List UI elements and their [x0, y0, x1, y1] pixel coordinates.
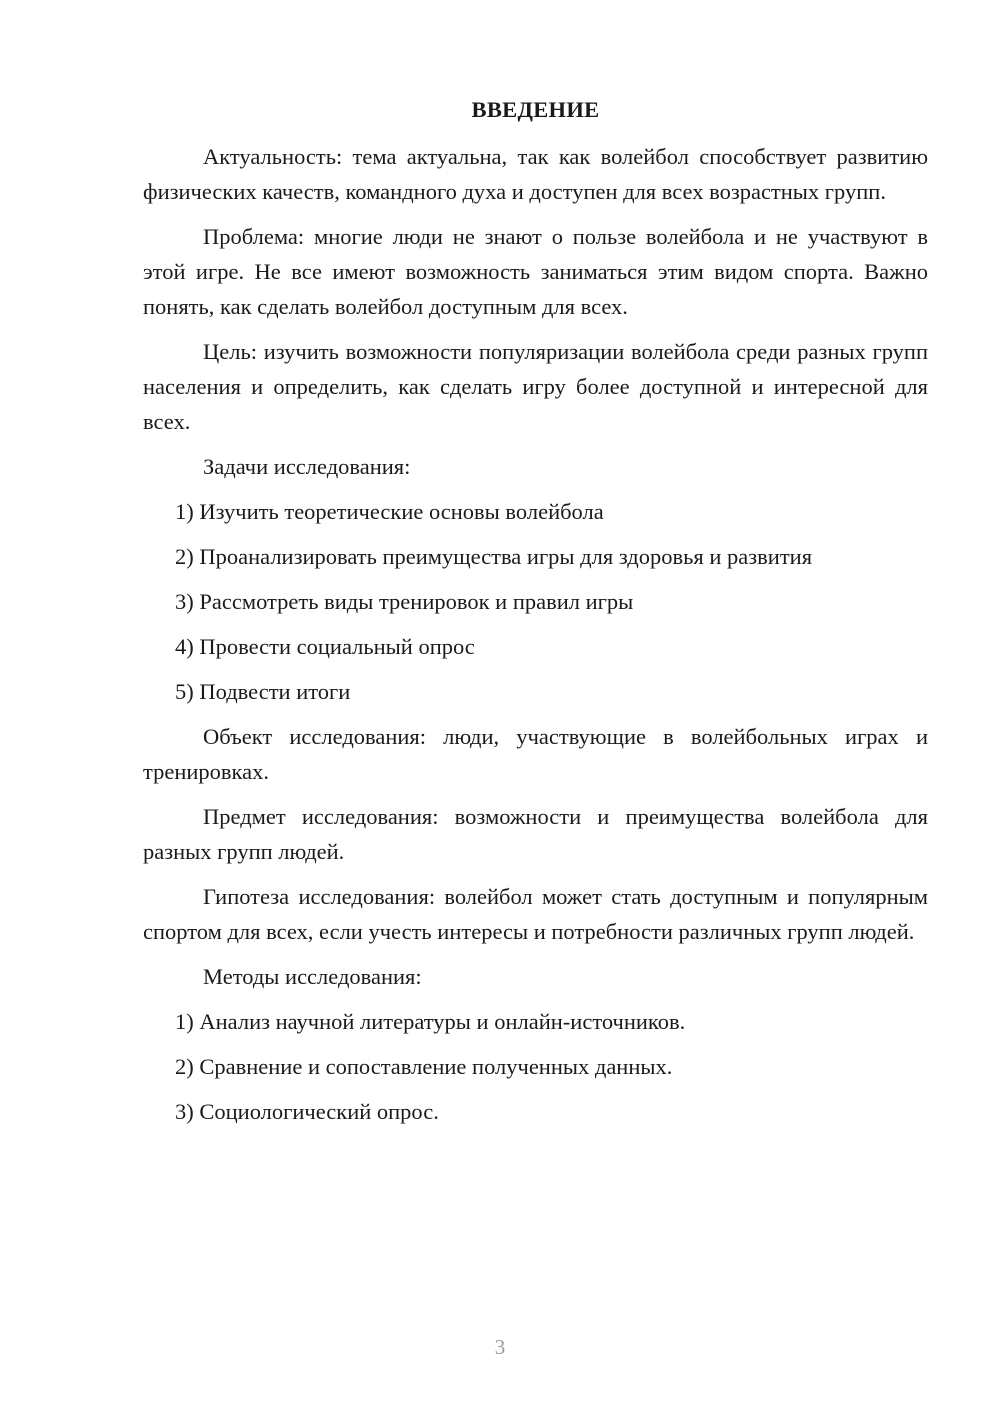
- paragraph-subject: Предмет исследования: возможности и преимущества волейбола для разных групп людей.: [143, 804, 928, 864]
- methods-heading: Методы исследования:: [203, 964, 422, 989]
- method-item-1: 1) Анализ научной литературы и онлайн-источников.: [175, 1009, 686, 1034]
- paragraph-problem: Проблема: многие люди не знают о пользе волейбола и не участвуют в этой игре. Не все имеют возможность заниматься этим видом спорта. Важно понять, как сделать волейбол доступным для всех.: [143, 224, 928, 319]
- task-item-5: 5) Подвести итоги: [175, 679, 351, 704]
- paragraph-object: Объект исследования: люди, участвующие в волейбольных играх и тренировках.: [143, 724, 928, 784]
- paragraph-relevance: Актуальность: тема актуальна, так как волейбол способствует развитию физических качеств, командного духа и доступен для всех возрастных групп.: [143, 144, 928, 204]
- page-title: ВВЕДЕНИЕ: [471, 97, 600, 122]
- paragraph-hypothesis: Гипотеза исследования: волейбол может стать доступным и популярным спортом для всех, если учесть интересы и потребности различных групп людей.: [143, 884, 928, 944]
- task-item-3: 3) Рассмотреть виды тренировок и правил игры: [175, 589, 634, 614]
- task-item-2: 2) Проанализировать преимущества игры для здоровья и развития: [175, 544, 813, 569]
- page-content: [143, 92, 928, 1139]
- task-item-4: 4) Провести социальный опрос: [175, 634, 475, 659]
- task-item-1: 1) Изучить теоретические основы волейбола: [175, 499, 604, 524]
- paragraph-goal: Цель: изучить возможности популяризации волейбола среди разных групп населения и определить, как сделать игру более доступной и интересной для всех.: [143, 339, 928, 434]
- method-item-3: 3) Социологический опрос.: [175, 1099, 439, 1124]
- method-item-2: 2) Сравнение и сопоставление полученных данных.: [175, 1054, 673, 1079]
- tasks-heading: Задачи исследования:: [203, 454, 411, 479]
- page-number: 3: [494, 1335, 506, 1359]
